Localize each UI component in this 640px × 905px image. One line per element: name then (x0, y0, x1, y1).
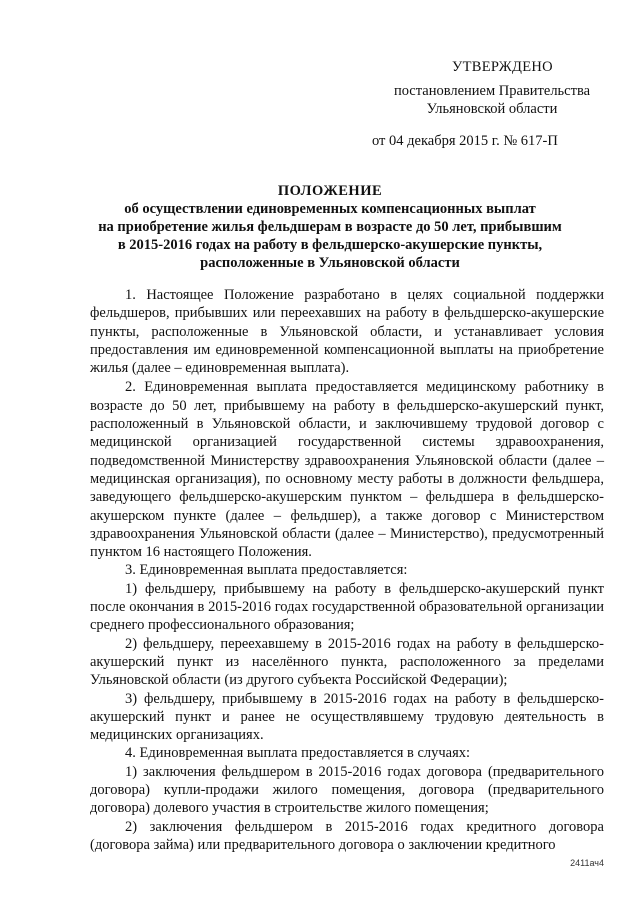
approval-by-line-2: Ульяновской области (426, 101, 558, 117)
title-line-1: об осуществлении единовременных компенсационных выплат (124, 201, 536, 217)
paragraph-2: 2. Единовременная выплата предоставляется медицинскому работнику в возрасте до 50 лет, прибывшему на работу в фельдшерско-акушерский пункт, расположенный в Ульяновской области, и заключившему трудовой договор с медицинской организацией государственной системы здравоохранения, подведомственной Министерству здравоохранения Ульяновской области (далее – медицинская организация), по основному месту работы в должности фельдшера, заведующего фельдшерско-акушерским пунктом – фельдшера в фельдшерско-акушерском пункте (далее – фельдшер), а также договор с Министерством здравоохранения Ульяновской области (далее – Министерство), предусмотренный пунктом 16 настоящего Положения. (90, 379, 604, 561)
approval-heading: УТВЕРЖДЕНО (452, 59, 553, 75)
document-body (90, 286, 604, 854)
title-line-4: расположенные в Ульяновской области (200, 255, 460, 271)
approval-block (372, 58, 602, 150)
paragraph-3-item-1: 1) фельдшеру, прибывшему на работу в фельдшерско-акушерский пункт после окончания в 2015-2016 годах государственной образовательной организации среднего профессионального образования; (90, 580, 604, 634)
approval-date: от 04 декабря 2015 г. № 617-П (372, 133, 558, 149)
footer-code: 2411ач4 (570, 858, 604, 868)
paragraph-3: 3. Единовременная выплата предоставляется: (125, 562, 408, 579)
paragraph-1: 1. Настоящее Положение разработано в целях социальной поддержки фельдшеров, прибывших или переехавших на работу в фельдшерско-акушерские пункты, расположенные в Ульяновской области, и устанавливает условия предоставления им единовременной компенсационной выплаты на приобретение жилья (далее – единовременная выплата). (90, 287, 604, 377)
document-title (95, 182, 565, 272)
title-line-3: в 2015-2016 годах на работу в фельдшерско-акушерские пункты, (117, 237, 543, 253)
paragraph-4: 4. Единовременная выплата предоставляется в случаях: (125, 745, 471, 762)
paragraph-4-item-2: 2) заключения фельдшером в 2015-2016 годах кредитного договора (договора займа) или предварительного договора о заключении кредитного (90, 818, 604, 853)
title-main: ПОЛОЖЕНИЕ (277, 183, 383, 199)
paragraph-3-item-3: 3) фельдшеру, прибывшему в 2015-2016 годах на работу в фельдшерско-акушерский пункт и ранее не осуществлявшему трудовую деятельность в медицинских организациях. (90, 690, 604, 744)
title-line-2: на приобретение жилья фельдшерам в возрасте до 50 лет, прибывшим (98, 219, 562, 235)
paragraph-4-item-1: 1) заключения фельдшером в 2015-2016 годах договора (предварительного договора) купли-продажи жилого помещения, договора (предварительного договора) долевого участия в строительстве жилого помещения; (90, 763, 604, 817)
approval-by-line-1: постановлением Правительства (393, 83, 591, 99)
paragraph-3-item-2: 2) фельдшеру, переехавшему в 2015-2016 годах на работу в фельдшерско-акушерский пункт из населённого пункта, расположенного за пределами Ульяновской области (из другого субъекта Российской Федерации); (90, 635, 604, 689)
